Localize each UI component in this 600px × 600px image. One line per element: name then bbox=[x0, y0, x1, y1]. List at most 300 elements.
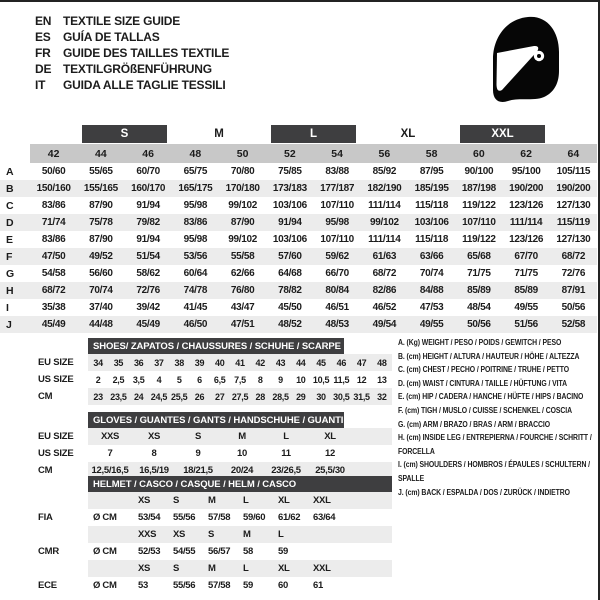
size-value: 85/89 bbox=[514, 285, 538, 296]
size-value: 11,5 bbox=[333, 374, 350, 385]
legend-item: F. (cm) TIGH / MUSLO / CUISSE / SCHENKEL / COSCIA bbox=[398, 404, 572, 415]
unit-label bbox=[88, 492, 138, 509]
size-value: 68/72 bbox=[372, 268, 397, 279]
size-value: 70/74 bbox=[419, 268, 444, 279]
measurement-row-h bbox=[0, 282, 597, 299]
size-value: 45 bbox=[316, 357, 326, 368]
row-label: J bbox=[6, 318, 12, 331]
numeric-size: 42 bbox=[30, 144, 77, 163]
size-value: 34 bbox=[93, 357, 103, 368]
numeric-size: 56 bbox=[361, 144, 408, 163]
size-value: M bbox=[208, 495, 216, 506]
size-value: 47/51 bbox=[230, 319, 255, 330]
helmetT-row bbox=[38, 560, 392, 577]
numeric-size: 46 bbox=[125, 144, 172, 163]
size-value: S bbox=[173, 495, 180, 506]
size-value: 6,5 bbox=[213, 374, 226, 385]
row-cells bbox=[88, 492, 392, 509]
measurement-row-a bbox=[0, 163, 597, 180]
row-cells bbox=[88, 526, 392, 543]
size-value: 12 bbox=[325, 448, 335, 459]
size-value: 150/160 bbox=[36, 183, 71, 194]
size-value: 76/80 bbox=[230, 285, 255, 296]
size-value: 55/65 bbox=[89, 166, 113, 177]
size-value: 71/74 bbox=[41, 217, 66, 228]
size-value: 107/110 bbox=[320, 200, 354, 211]
size-value: 99/102 bbox=[228, 234, 258, 245]
size-value: 11 bbox=[281, 448, 291, 459]
size-value: 83/88 bbox=[325, 166, 349, 177]
size-value: 78/82 bbox=[278, 285, 302, 296]
shoes-table-title: SHOES/ ZAPATOS / CHAUSSURES / SCHUHE / SCARPE bbox=[88, 338, 344, 354]
size-value: 103/106 bbox=[414, 217, 449, 228]
numeric-size: 58 bbox=[408, 144, 455, 163]
size-value: 12 bbox=[356, 374, 367, 385]
size-value: S bbox=[194, 431, 202, 442]
size-value: 60 bbox=[278, 580, 288, 591]
numeric-size: 52 bbox=[266, 144, 313, 163]
language-row bbox=[35, 61, 229, 77]
row-label: F bbox=[6, 250, 13, 263]
row-label: US SIZE bbox=[38, 448, 74, 459]
size-value: 75/78 bbox=[89, 217, 113, 228]
size-value: L bbox=[243, 495, 249, 506]
size-value: 35 bbox=[113, 357, 124, 368]
legend-item: D. (cm) WAIST / CINTURA / TAILLE / HÜFTUNG / VITA bbox=[398, 377, 567, 388]
size-value: 95/98 bbox=[183, 200, 208, 211]
size-value: 18/21,5 bbox=[183, 465, 213, 476]
size-value: XS bbox=[173, 529, 186, 540]
legend-item: B. (cm) HEIGHT / ALTURA / HAUTEUR / HÖHE / ALTEZZA bbox=[398, 350, 580, 361]
legend-item: J. (cm) BACK / ESPALDA / DOS / ZURÜCK / INDIETRO bbox=[398, 486, 570, 497]
size-value: 42 bbox=[255, 357, 265, 368]
size-value: 57/58 bbox=[208, 512, 231, 523]
row-cells bbox=[88, 445, 392, 462]
size-value: 41/45 bbox=[183, 302, 208, 313]
size-value: 31,5 bbox=[353, 391, 370, 402]
size-value: 27,5 bbox=[231, 391, 249, 402]
size-value: 53 bbox=[138, 580, 148, 591]
gloves-row bbox=[38, 428, 392, 445]
size-value: 65/68 bbox=[467, 251, 491, 262]
size-value: 13 bbox=[377, 374, 387, 385]
language-row bbox=[35, 29, 229, 45]
row-cells bbox=[88, 560, 392, 577]
size-value: 87/90 bbox=[89, 234, 113, 245]
row-cells bbox=[88, 371, 392, 388]
size-value: 63/64 bbox=[313, 512, 336, 523]
row-label: I bbox=[6, 301, 9, 314]
size-value: 65/75 bbox=[183, 166, 208, 177]
size-value: 61/63 bbox=[372, 251, 397, 262]
size-value: XS bbox=[138, 495, 151, 506]
size-value: 36 bbox=[133, 357, 144, 368]
size-group-xl: XL bbox=[400, 128, 416, 140]
size-value: XS bbox=[138, 563, 151, 574]
size-value: 30,5 bbox=[333, 391, 350, 402]
size-value: 61/62 bbox=[278, 512, 301, 523]
helmetT-row bbox=[38, 577, 392, 594]
size-value: 49/55 bbox=[419, 319, 444, 330]
numeric-size-row bbox=[0, 144, 597, 163]
row-label: C bbox=[6, 199, 14, 212]
row-label: D bbox=[6, 216, 14, 229]
size-value: 30 bbox=[316, 391, 326, 402]
size-value: 95/98 bbox=[325, 217, 349, 228]
size-value: 4 bbox=[156, 374, 162, 385]
size-value: 10 bbox=[296, 374, 306, 385]
size-value: 71/75 bbox=[467, 268, 491, 279]
size-value: 55/56 bbox=[173, 512, 196, 523]
size-value: 48 bbox=[377, 357, 387, 368]
legend-item: E. (cm) HIP / CADERA / HANCHE / HÜFTE / HIPS / BACINO bbox=[398, 391, 584, 402]
size-value: 103/106 bbox=[272, 200, 307, 211]
size-value: 83/86 bbox=[41, 234, 66, 245]
guide-title: GUÍA DE TALLAS bbox=[63, 30, 160, 44]
size-value: 190/200 bbox=[556, 183, 591, 194]
size-value: 111/114 bbox=[368, 234, 401, 245]
size-value: 115/119 bbox=[556, 217, 590, 228]
size-value: 182/190 bbox=[367, 183, 402, 194]
size-value: 7 bbox=[107, 448, 113, 459]
size-value: S bbox=[208, 529, 215, 540]
size-value: 8 bbox=[151, 448, 157, 459]
size-value: 115/118 bbox=[415, 234, 449, 245]
size-value: L bbox=[243, 563, 249, 574]
racing-helmet-icon bbox=[489, 16, 563, 106]
shoes-row bbox=[38, 354, 392, 371]
size-value: 80/84 bbox=[325, 285, 349, 296]
size-value: XXL bbox=[313, 563, 331, 574]
size-value: 39 bbox=[194, 357, 205, 368]
unit-label: Ø CM bbox=[93, 546, 117, 557]
row-cells bbox=[88, 428, 392, 445]
size-group-row bbox=[0, 124, 597, 144]
size-group-l: L bbox=[271, 125, 356, 143]
size-value: 99/102 bbox=[228, 200, 258, 211]
size-group-s: S bbox=[82, 125, 167, 143]
size-value: 115/118 bbox=[415, 200, 449, 211]
size-value: 51/54 bbox=[136, 251, 160, 262]
legend-item: A. (Kg) WEIGHT / PESO / POIDS / GEWITCH / PESO bbox=[398, 337, 562, 347]
size-value: 20/24 bbox=[230, 465, 254, 476]
numeric-size: 48 bbox=[172, 144, 219, 163]
size-value: 27 bbox=[215, 391, 225, 402]
guide-title: TEXTILGRÖßENFÜHRUNG bbox=[63, 62, 212, 76]
size-value bbox=[313, 543, 348, 560]
numeric-size: 62 bbox=[503, 144, 550, 163]
size-value: 49/52 bbox=[89, 251, 113, 262]
size-value: 3,5 bbox=[132, 374, 145, 385]
size-value: 26 bbox=[194, 391, 205, 402]
language-title-list bbox=[35, 13, 229, 93]
size-value: 91/94 bbox=[136, 200, 160, 211]
language-code: DE bbox=[35, 62, 52, 76]
size-value: 44/48 bbox=[89, 319, 113, 330]
size-value: 45/50 bbox=[278, 302, 302, 313]
size-value: 87/90 bbox=[89, 200, 113, 211]
size-value: 84/88 bbox=[419, 285, 444, 296]
measurement-row-j bbox=[0, 316, 597, 333]
size-value: 52/53 bbox=[138, 546, 161, 557]
row-label: H bbox=[6, 284, 14, 297]
size-value: 91/94 bbox=[136, 234, 160, 245]
gloves-table-title: GLOVES / GUANTES / GANTS / HANDSCHUHE / GUANTI bbox=[88, 412, 344, 428]
measurement-row-d bbox=[0, 214, 597, 231]
row-label: CM bbox=[38, 391, 53, 402]
size-value: 28 bbox=[255, 391, 265, 402]
size-value bbox=[313, 526, 348, 543]
legend-item: I. (cm) SHOULDERS / HOMBROS / ÉPAULES / SCHULTERN / SPALLE bbox=[398, 459, 590, 483]
size-value: XL bbox=[324, 431, 336, 442]
size-value: 57/58 bbox=[208, 580, 231, 591]
row-label: E bbox=[6, 233, 14, 246]
size-value: 48/52 bbox=[278, 319, 302, 330]
size-value: 177/187 bbox=[320, 183, 355, 194]
size-value: 83/86 bbox=[183, 217, 208, 228]
size-value: 46/52 bbox=[372, 302, 397, 313]
row-label: ECE bbox=[38, 580, 57, 591]
size-value: 52/58 bbox=[561, 319, 586, 330]
size-value: 70/80 bbox=[230, 166, 255, 177]
measurement-legend bbox=[398, 336, 596, 499]
size-value: 53/54 bbox=[138, 512, 161, 523]
row-label bbox=[38, 526, 88, 543]
size-value: 5 bbox=[176, 374, 182, 385]
unit-label bbox=[88, 526, 138, 543]
size-value: L bbox=[283, 431, 289, 442]
size-value: 83/86 bbox=[41, 200, 66, 211]
size-value: 55/56 bbox=[173, 580, 196, 591]
size-value: M bbox=[238, 431, 246, 442]
numeric-size: 50 bbox=[219, 144, 266, 163]
size-value: 59/60 bbox=[243, 512, 266, 523]
size-value: 47/53 bbox=[419, 302, 444, 313]
size-value: 24,5 bbox=[150, 391, 168, 402]
size-value: 67/70 bbox=[514, 251, 538, 262]
numeric-size: 64 bbox=[550, 144, 597, 163]
size-value: 95/100 bbox=[511, 166, 541, 177]
row-cells bbox=[88, 388, 392, 405]
gloves-size-table bbox=[38, 412, 392, 479]
row-label: EU SIZE bbox=[38, 357, 74, 368]
size-value: 190/200 bbox=[509, 183, 544, 194]
size-value: 75/85 bbox=[278, 166, 302, 177]
language-code: FR bbox=[35, 46, 51, 60]
size-value: 9 bbox=[278, 374, 283, 385]
row-cells bbox=[88, 577, 392, 594]
row-label: EU SIZE bbox=[38, 431, 74, 442]
row-label bbox=[38, 560, 88, 577]
size-value: XXS bbox=[100, 431, 120, 442]
language-code: EN bbox=[35, 14, 52, 28]
size-value: 28,5 bbox=[272, 391, 289, 402]
textile-size-table bbox=[0, 124, 597, 333]
size-value: 68/72 bbox=[41, 285, 66, 296]
size-value: 62/66 bbox=[230, 268, 255, 279]
size-value: XL bbox=[278, 495, 290, 506]
size-value: 48/53 bbox=[325, 319, 349, 330]
size-value: 54/58 bbox=[41, 268, 66, 279]
size-value: 119/122 bbox=[462, 200, 496, 211]
size-value: 44 bbox=[296, 357, 306, 368]
size-value: 2 bbox=[95, 374, 101, 385]
size-value: 87/95 bbox=[419, 166, 444, 177]
size-value: 64/68 bbox=[278, 268, 302, 279]
size-value: 43 bbox=[275, 357, 286, 368]
guide-title: GUIDA ALLE TAGLIE TESSILI bbox=[63, 78, 226, 92]
gloves-row bbox=[38, 445, 392, 462]
row-label: CM bbox=[38, 465, 53, 476]
size-value: 59 bbox=[243, 580, 253, 591]
helmetT-row bbox=[38, 492, 392, 509]
size-group-xxl: XXL bbox=[460, 125, 545, 143]
size-value: 10 bbox=[237, 448, 247, 459]
size-value: XXS bbox=[138, 529, 157, 540]
size-value: 123/126 bbox=[509, 200, 544, 211]
size-value: 123/126 bbox=[509, 234, 544, 245]
size-value: XL bbox=[278, 563, 290, 574]
measurement-row-b bbox=[0, 180, 597, 197]
size-value: 24 bbox=[133, 391, 144, 402]
size-value: 187/198 bbox=[461, 183, 496, 194]
numeric-size: 44 bbox=[77, 144, 124, 163]
language-code: IT bbox=[35, 78, 46, 92]
size-value: 60/64 bbox=[183, 268, 208, 279]
size-value: 68/72 bbox=[561, 251, 586, 262]
size-value: 66/70 bbox=[325, 268, 349, 279]
row-label: A bbox=[6, 165, 14, 178]
size-value: 38 bbox=[174, 357, 184, 368]
row-label: FIA bbox=[38, 512, 53, 523]
row-label: B bbox=[6, 182, 14, 195]
size-value: 99/102 bbox=[369, 217, 399, 228]
guide-title: TEXTILE SIZE GUIDE bbox=[63, 14, 181, 28]
size-value: XXL bbox=[313, 495, 331, 506]
size-value: 59 bbox=[278, 546, 288, 557]
size-value: 45/49 bbox=[41, 319, 66, 330]
row-cells bbox=[88, 354, 392, 371]
size-value: 49/54 bbox=[372, 319, 397, 330]
size-value: 23/26,5 bbox=[271, 465, 301, 476]
size-value: 127/130 bbox=[556, 234, 591, 245]
size-value: 71/75 bbox=[514, 268, 538, 279]
helmet-size-table bbox=[38, 476, 392, 594]
unit-label: Ø CM bbox=[93, 512, 117, 523]
language-row bbox=[35, 13, 229, 29]
size-value: 54/55 bbox=[173, 546, 196, 557]
size-value: 91/94 bbox=[278, 217, 302, 228]
size-value: 46/51 bbox=[325, 302, 349, 313]
size-value: 37 bbox=[154, 357, 164, 368]
language-row bbox=[35, 45, 229, 61]
shoes-row bbox=[38, 371, 392, 388]
size-value: 10,5 bbox=[312, 374, 330, 385]
legend-item: G. (cm) ARM / BRAZO / BRAS / ARM / BRACCIO bbox=[398, 418, 550, 429]
size-value: 25,5 bbox=[171, 391, 188, 402]
size-value: 12,5/16,5 bbox=[91, 465, 129, 476]
size-value: 7,5 bbox=[234, 374, 246, 385]
size-value: XS bbox=[147, 431, 161, 442]
size-group-m: M bbox=[214, 128, 224, 140]
size-value: 72/76 bbox=[561, 268, 586, 279]
size-value: 79/82 bbox=[136, 217, 160, 228]
language-code: ES bbox=[35, 30, 51, 44]
measurement-row-f bbox=[0, 248, 597, 265]
size-value: 90/100 bbox=[464, 166, 494, 177]
row-label: US SIZE bbox=[38, 374, 74, 385]
shoes-size-table bbox=[38, 338, 392, 405]
size-value: 56/60 bbox=[89, 268, 113, 279]
size-value: 39/42 bbox=[136, 302, 160, 313]
helmetT-row bbox=[38, 509, 392, 526]
size-value: 165/175 bbox=[178, 183, 213, 194]
numeric-size: 60 bbox=[455, 144, 502, 163]
size-value: 23,5 bbox=[110, 391, 127, 402]
size-value: 51/56 bbox=[514, 319, 538, 330]
guide-title: GUIDE DES TAILLES TEXTILE bbox=[63, 46, 230, 60]
size-value: 46/50 bbox=[183, 319, 208, 330]
size-value: 82/86 bbox=[372, 285, 397, 296]
size-value: 160/170 bbox=[131, 183, 166, 194]
size-value: 87/91 bbox=[561, 285, 586, 296]
row-label: G bbox=[6, 267, 15, 280]
unit-label bbox=[88, 560, 138, 577]
size-value: 9 bbox=[195, 448, 201, 459]
size-value: 111/114 bbox=[509, 217, 543, 228]
size-value: 23 bbox=[93, 391, 103, 402]
size-value: 32 bbox=[377, 391, 387, 402]
size-value: 50/56 bbox=[467, 319, 491, 330]
size-value: 58/62 bbox=[136, 268, 160, 279]
row-label: CMR bbox=[38, 546, 60, 557]
helmetT-row bbox=[38, 543, 392, 560]
measurement-row-e bbox=[0, 231, 597, 248]
legend-item: H. (cm) INSIDE LEG / ENTREPIERNA / FOURCHE / SCHRITT / FORCELLA bbox=[398, 432, 592, 456]
language-row bbox=[35, 77, 229, 93]
size-value: 103/106 bbox=[272, 234, 307, 245]
size-value: 95/98 bbox=[183, 234, 208, 245]
size-value: S bbox=[173, 563, 180, 574]
legend-item: C. (cm) CHEST / PECHO / POITRINE / TRUHE / PETTO bbox=[398, 364, 569, 375]
size-value: L bbox=[278, 529, 284, 540]
size-value: 57/60 bbox=[278, 251, 302, 262]
size-value: 50/60 bbox=[41, 166, 66, 177]
size-value: 53/56 bbox=[183, 251, 208, 262]
size-value: M bbox=[208, 563, 216, 574]
measurement-row-g bbox=[0, 265, 597, 282]
row-cells bbox=[88, 509, 392, 526]
size-value: 58 bbox=[243, 546, 253, 557]
size-value: 87/90 bbox=[230, 217, 255, 228]
size-value: 74/78 bbox=[183, 285, 208, 296]
size-value: 59/62 bbox=[325, 251, 349, 262]
size-value: 61 bbox=[313, 580, 323, 591]
size-value: 25,5/30 bbox=[315, 465, 345, 476]
size-value: 173/183 bbox=[272, 183, 307, 194]
size-value: 50/56 bbox=[561, 302, 586, 313]
size-value: 48/54 bbox=[467, 302, 491, 313]
unit-label: Ø CM bbox=[93, 580, 117, 591]
size-value: 107/110 bbox=[462, 217, 496, 228]
size-value: 49/55 bbox=[514, 302, 538, 313]
size-value: 111/114 bbox=[368, 200, 401, 211]
size-value: 85/92 bbox=[372, 166, 397, 177]
measurement-row-i bbox=[0, 299, 597, 316]
helmet-table-title: HELMET / CASCO / CASQUE / HELM / CASCO bbox=[88, 476, 392, 492]
size-value: 40 bbox=[215, 357, 225, 368]
row-label bbox=[38, 492, 88, 509]
